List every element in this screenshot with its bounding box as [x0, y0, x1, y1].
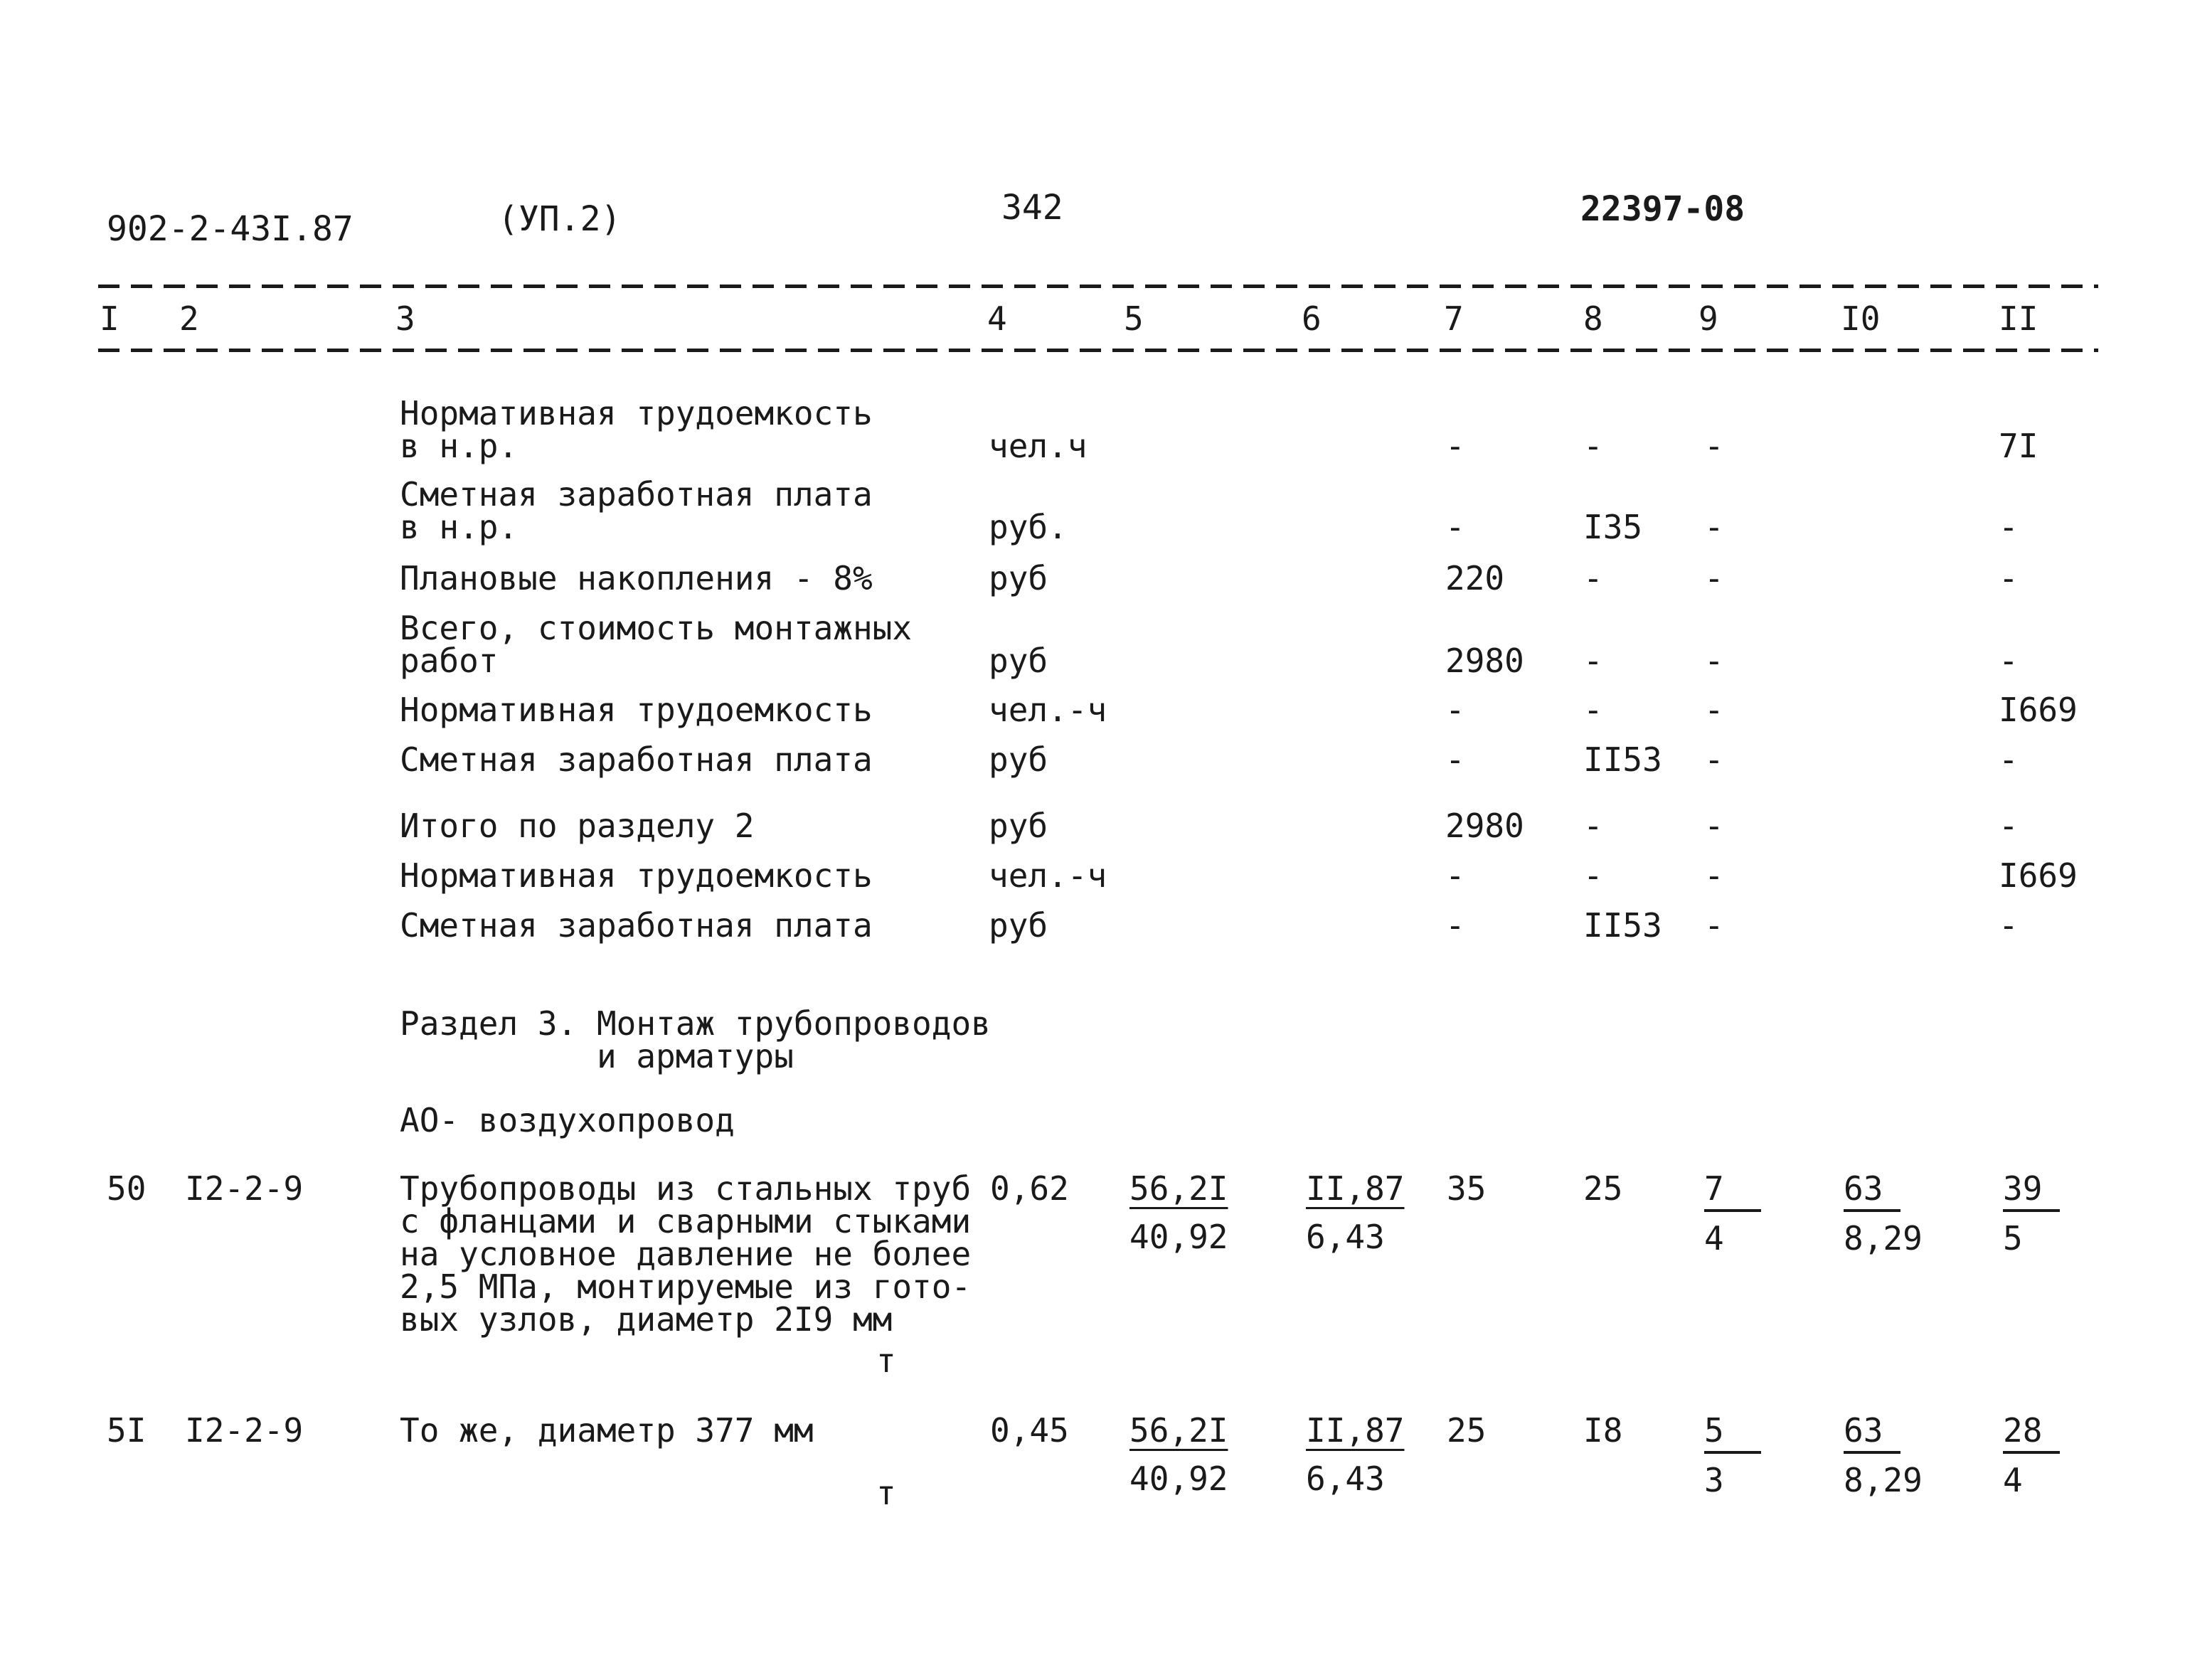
unit-cost-top: [1129, 1411, 1228, 1450]
unit-cost-top: [1129, 1169, 1228, 1208]
machine-cost-top-value: II,87: [1306, 1411, 1405, 1450]
section-title: Раздел 3. Монтаж трубопроводов и арматуры: [400, 1004, 991, 1075]
machine-total-top-value: 7: [1704, 1172, 1761, 1212]
summary-unit: чел.ч: [989, 427, 1088, 465]
summary-wages: -: [1583, 807, 1603, 845]
document-code: 902-2-43I.87: [107, 209, 353, 249]
summary-wages: -: [1583, 427, 1603, 465]
item-unit: т: [876, 1341, 896, 1380]
summary-unit: руб: [989, 807, 1048, 845]
summary-machine: -: [1704, 740, 1724, 779]
summary-unit: руб: [989, 906, 1048, 945]
summary-unit: руб: [989, 740, 1048, 779]
item-quantity: 0,62: [990, 1169, 1069, 1208]
summary-label: Сметная заработная плата: [400, 740, 873, 779]
machine-cost-top-value: II,87: [1306, 1169, 1405, 1208]
labor-unit-top: [1844, 1169, 1900, 1212]
summary-labor: -: [1999, 906, 2019, 945]
unit-cost-bottom: 40,92: [1129, 1460, 1228, 1498]
column-header-11: II: [1999, 299, 2038, 338]
summary-label: Нормативная трудоемкость: [400, 856, 873, 895]
column-header-3: 3: [395, 299, 415, 338]
labor-total-top: [2003, 1411, 2060, 1454]
column-header-10: I0: [1841, 299, 1881, 338]
summary-machine: -: [1704, 856, 1724, 895]
summary-cost: -: [1445, 427, 1465, 465]
summary-wages: II53: [1583, 740, 1662, 779]
labor-total-top-value: 28: [2003, 1414, 2060, 1454]
labor-unit-top-value: 63: [1844, 1172, 1900, 1212]
summary-labor: -: [1999, 642, 2019, 680]
column-header-4: 4: [987, 299, 1007, 338]
summary-machine: -: [1704, 906, 1724, 945]
summary-wages: I35: [1583, 508, 1643, 546]
total-cost: 35: [1447, 1169, 1487, 1208]
summary-cost: 220: [1445, 559, 1505, 597]
summary-cost: 2980: [1445, 807, 1524, 845]
summary-machine: -: [1704, 559, 1724, 597]
summary-cost: -: [1445, 508, 1465, 546]
total-wages: 25: [1583, 1169, 1623, 1208]
summary-cost: 2980: [1445, 642, 1524, 680]
labor-unit-bottom: 8,29: [1844, 1461, 1923, 1499]
labor-unit-bottom: 8,29: [1844, 1219, 1923, 1258]
machine-cost-top: [1306, 1169, 1405, 1208]
total-wages: I8: [1583, 1411, 1623, 1450]
summary-machine: -: [1704, 807, 1724, 845]
labor-total-top: [2003, 1169, 2060, 1212]
column-header-2: 2: [179, 299, 199, 338]
summary-labor: I669: [1999, 691, 2078, 729]
item-number: 50: [107, 1169, 147, 1208]
column-header-7: 7: [1444, 299, 1464, 338]
header-top-rule: [98, 285, 2098, 288]
page-number: 342: [1001, 188, 1063, 228]
summary-unit: руб: [989, 559, 1048, 597]
summary-machine: -: [1704, 508, 1724, 546]
summary-wages: -: [1583, 642, 1603, 680]
summary-cost: -: [1445, 691, 1465, 729]
machine-total-top: [1704, 1169, 1761, 1212]
total-cost: 25: [1447, 1411, 1487, 1450]
item-description: Трубопроводы из стальных труб с фланцами и сварными стыками на условное давление не более 2,5 МПа, монтируемые из гото- вых узлов, диаметр 2I9 мм: [400, 1169, 972, 1339]
column-header-5: 5: [1124, 299, 1144, 338]
summary-unit: чел.-ч: [989, 856, 1107, 895]
subsection-title: АО- воздухопровод: [400, 1101, 735, 1139]
summary-unit: руб: [989, 642, 1048, 680]
machine-total-top: [1704, 1411, 1761, 1454]
summary-label: Сметная заработная плата: [400, 906, 873, 945]
summary-cost: -: [1445, 856, 1465, 895]
summary-wages: -: [1583, 691, 1603, 729]
summary-machine: -: [1704, 691, 1724, 729]
summary-labor: -: [1999, 740, 2019, 779]
stamp-number: 22397-08: [1580, 189, 1745, 229]
machine-cost-bottom: 6,43: [1306, 1218, 1385, 1256]
summary-label: Всего, стоимость монтажных работ: [400, 609, 913, 680]
item-description: То же, диаметр 377 мм: [400, 1411, 814, 1450]
summary-labor: -: [1999, 807, 2019, 845]
item-code: I2-2-9: [185, 1169, 304, 1208]
column-header-6: 6: [1302, 299, 1322, 338]
summary-label: Нормативная трудоемкость: [400, 691, 873, 729]
machine-total-bottom: 4: [1704, 1219, 1724, 1258]
unit-cost-top-value: 56,2I: [1129, 1411, 1228, 1450]
column-header-9: 9: [1698, 299, 1718, 338]
labor-unit-top: [1844, 1411, 1900, 1454]
summary-wages: -: [1583, 856, 1603, 895]
machine-cost-bottom: 6,43: [1306, 1460, 1385, 1498]
column-header-8: 8: [1583, 299, 1603, 338]
summary-label: Нормативная трудоемкость в н.р.: [400, 394, 873, 465]
summary-label: Плановые накопления - 8%: [400, 559, 873, 597]
summary-labor: -: [1999, 559, 2019, 597]
summary-cost: -: [1445, 740, 1465, 779]
machine-total-top-value: 5: [1704, 1414, 1761, 1454]
machine-total-bottom: 3: [1704, 1461, 1724, 1499]
summary-labor: 7I: [1999, 427, 2038, 465]
summary-unit: чел.-ч: [989, 691, 1107, 729]
labor-total-bottom: 5: [2003, 1219, 2023, 1258]
header-bottom-rule: [98, 349, 2098, 352]
summary-label: Сметная заработная плата в н.р.: [400, 475, 873, 546]
summary-unit: руб.: [989, 508, 1068, 546]
machine-cost-top: [1306, 1411, 1405, 1450]
summary-wages: -: [1583, 559, 1603, 597]
summary-machine: -: [1704, 427, 1724, 465]
summary-wages: II53: [1583, 906, 1662, 945]
unit-cost-top-value: 56,2I: [1129, 1169, 1228, 1208]
item-code: I2-2-9: [185, 1411, 304, 1450]
album-label: (УП.2): [498, 199, 622, 239]
item-quantity: 0,45: [990, 1411, 1069, 1450]
summary-label: Итого по разделу 2: [400, 807, 755, 845]
unit-cost-bottom: 40,92: [1129, 1218, 1228, 1256]
labor-unit-top-value: 63: [1844, 1414, 1900, 1454]
labor-total-top-value: 39: [2003, 1172, 2060, 1212]
item-unit: т: [876, 1474, 896, 1512]
summary-machine: -: [1704, 642, 1724, 680]
summary-labor: I669: [1999, 856, 2078, 895]
item-number: 5I: [107, 1411, 147, 1450]
column-header-1: I: [100, 299, 119, 338]
summary-cost: -: [1445, 906, 1465, 945]
labor-total-bottom: 4: [2003, 1461, 2023, 1499]
summary-labor: -: [1999, 508, 2019, 546]
